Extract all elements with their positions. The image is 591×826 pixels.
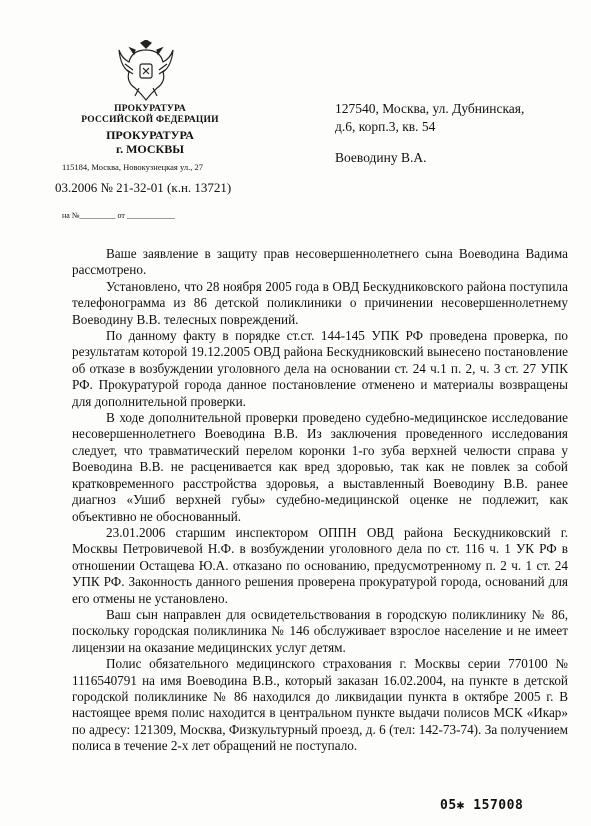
outgoing-number: 03.2006 № 21-32-01 (к.н. 13721) (55, 180, 232, 195)
org-line: РОССИЙСКОЙ ФЕДЕРАЦИИ (81, 115, 219, 125)
paragraph: В ходе дополнительной проверки проведено судебно-медицинское исследование несовершеннолетнего Воеводина В.В. Из заключения проведенного исследования следует, что травматический перелом коронки 1-го зуба верхней челюсти справа у Воеводина В.В. не расценивается как вред здоровью, так как не повлек за собой кратковременного расстройства здоровья, а выставленный Воеводину В.В. ранее диагноз «Ушиб верхней губы» судебно-медицинской оценке не подлежит, как объективно не обоснованный. (72, 410, 568, 524)
organization-subname (80, 128, 220, 156)
org-line: ПРОКУРАТУРА (114, 104, 186, 114)
sender-address: 115184, Москва, Новокузнецкая ул., 27 (62, 162, 203, 172)
organization-name (80, 104, 220, 126)
paragraph: Полис обязательного медицинского страхования г. Москвы серии 770100 № 1116540791 на имя Воеводина В.В., который заказан 16.02.2004, на пункте в детской городской поликлинике № 86 находился до ликвидации пункта в октябре 2005 г. В настоящее время полис находится в центральном пункте выдачи полисов МСК «Икар» по адресу: 121309, Москва, Физкультурный проезд, д. 6 (тел: 142-73-74). За получением полиса в течение 2-х лет обращений не поступало. (72, 656, 568, 754)
org-line: г. МОСКВЫ (115, 142, 185, 156)
org-line: ПРОКУРАТУРА (106, 128, 194, 142)
form-serial-number: 05✱ 157008 (440, 798, 524, 813)
paragraph: Ваше заявление в защиту прав несовершеннолетнего сына Воеводина Вадима рассмотрено. (72, 246, 568, 278)
paragraph: 23.01.2006 старшим инспектором ОППН ОВД района Бескудниковский г. Москвы Петровичевой Н.Ф. в возбуждении уголовного дела по ст. 116 ч. 1 УК РФ в отношении Остащева Ю.А. отказано по основанию, предусмотренному п. 2 ч. 1 ст. 24 УПК РФ. Законность данного решения проверена прокуратурой города, оснований для его отмены не установлено. (72, 524, 568, 606)
recipient-address-line: д.6, корп.3, кв. 54 (335, 119, 436, 134)
recipient-name: Воеводину В.А. (335, 150, 427, 165)
paragraph: Установлено, что 28 ноября 2005 года в ОВД Бескудниковского района поступила телефонограмма из 86 детской поликлиники о причинении несовершеннолетнему Воеводину В.В. телесных повреждений. (72, 278, 568, 327)
recipient-address (335, 100, 524, 136)
double-headed-eagle-icon (117, 40, 175, 102)
paragraph: По данному факту в порядке ст.ст. 144-145 УПК РФ проведена проверка, по результатам которой 19.12.2005 ОВД района Бескудниковский вынесено постановление об отказе в возбуждении уголовного дела на основании ст. 24 ч.1 п. 2, ч. 3 ст. 27 УПК РФ. Прокуратурой города данное постановление отменено и материалы возвращены для дополнительной проверки. (72, 328, 568, 409)
paragraph: Ваш сын направлен для освидетельствования в городскую поликлинику № 86, поскольку городская поликлиника № 146 обслуживает взрослое население и не имеет лицензии на оказание медицинских услуг детям. (72, 606, 568, 655)
recipient-address-line: 127540, Москва, ул. Дубнинская, (335, 101, 525, 116)
letter-body (72, 246, 568, 755)
reference-line: на №_________ от ____________ (62, 211, 175, 220)
